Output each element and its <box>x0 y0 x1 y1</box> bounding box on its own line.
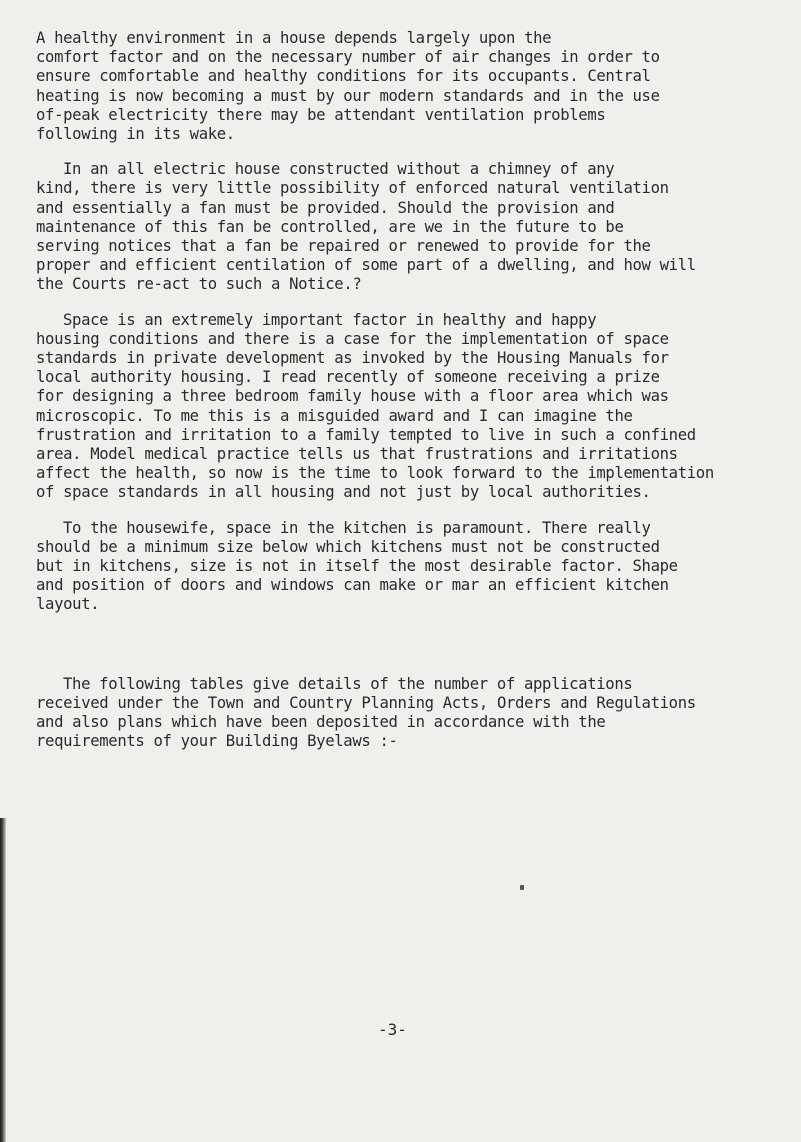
page-number: -3- <box>378 1020 407 1039</box>
paragraph-all-electric-house: In an all electric house constructed without a chimney of any kind, there is very little possibility of enforced natural ventilation and essentially a fan must be provided. Should the provision and maintenance of this fan be controlled, are we in the future to be serving notices that a fan be repaired or renewed to provide for the proper and efficient centilation of some part of a dwelling, and how will the Courts re-act to such a Notice.? <box>36 160 696 294</box>
paragraph-healthy-environment: A healthy environment in a house depends largely upon the comfort factor and on the necessary number of air changes in order to ensure comfortable and healthy conditions for its occupants. Central heating is now becoming a must by our modern standards and in the use of-peak electricity there may be attendant ventilation problems following in its wake. <box>36 29 660 144</box>
scan-speck <box>520 885 524 890</box>
paragraph-space-standards: Space is an extremely important factor in healthy and happy housing conditions and there is a case for the implementation of space standards in private development as invoked by the Housing Manuals for local authority housing. I read recently of someone receiving a prize for designing a three bedroom family house with a floor area which was microscopic. To me this is a misguided award and I can imagine the frustration and irritation to a family tempted to live in such a confined area. Model medical practice tells us that frustrations and irritations affect the health, so now is the time to look forward to the implementation of space standards in all housing and not just by local authorities. <box>36 310 714 502</box>
body-text <box>36 29 788 768</box>
paragraph-following-tables: The following tables give details of the number of applications received under the Town and Country Planning Acts, Orders and Regulations and also plans which have been deposited in accordance with the requirements of your Building Byelaws :- <box>36 674 696 751</box>
paragraph-kitchen-space: To the housewife, space in the kitchen is paramount. There really should be a minimum size below which kitchens must not be constructed but in kitchens, size is not in itself the most desirable factor. Shape and position of doors and windows can make or mar an efficient kitchen layout. <box>36 518 678 614</box>
scan-edge-shadow <box>0 818 6 1142</box>
